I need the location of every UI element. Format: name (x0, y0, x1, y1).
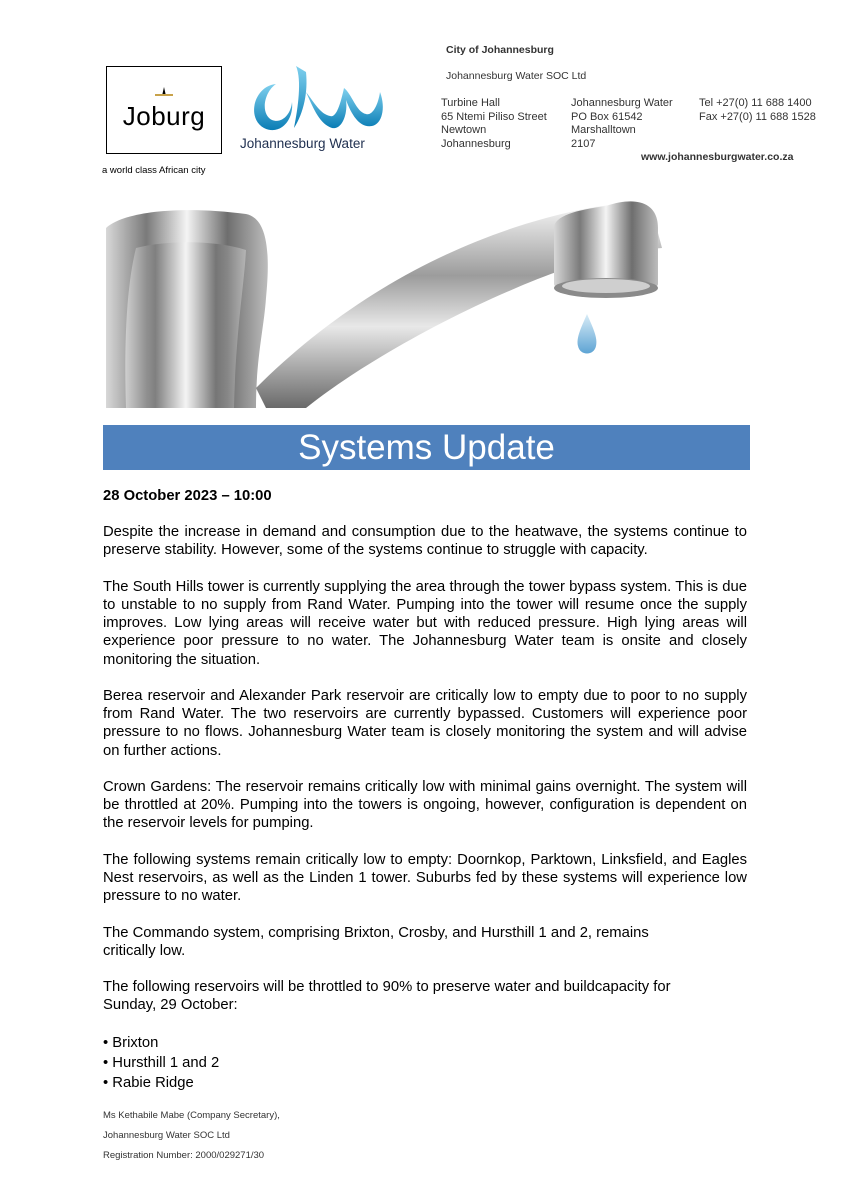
joburg-tagline: a world class African city (102, 165, 206, 176)
paragraph: Berea reservoir and Alexander Park reservoir are critically low to empty due to poor to no supply from Rand Water. The two reservoirs are currently bypassed. Customers will experience poor pressure to no flows. Johannesburg Water team is closely monitoring the system and will advise on further actions. (103, 688, 747, 759)
footer-line: Registration Number: 2000/029271/30 (103, 1150, 265, 1161)
paragraph: The Commando system, comprising Brixton, Crosby, and Hursthill 1 and 2, remains critically low. (103, 924, 649, 959)
org-title: City of Johannesburg (446, 44, 554, 56)
fax-number: Fax +27(0) 11 688 1528 (699, 110, 816, 123)
address-line: 2107 (571, 137, 596, 150)
johannesburg-water-logo-icon (240, 62, 390, 142)
paragraph: The South Hills tower is currently supplying the area through the tower bypass system. This is due to unstable to no supply from Rand Water. Pumping into the tower will resume once the supply improves. Low lying areas will receive water but with reduced pressure. High lying areas will experience poor pressure to no water. The Johannesburg Water team is onsite and closely monitoring the situation. (103, 578, 747, 668)
paragraph: The following reservoirs will be throttled to 90% to preserve water and buildcapacity for Sunday, 29 October: (103, 979, 671, 1014)
dripping-tap-image (106, 188, 750, 408)
update-body (103, 487, 747, 1093)
postal-address (571, 97, 673, 151)
joburg-logo-text: Joburg (122, 101, 206, 131)
systems-update-banner: Systems Update (103, 425, 750, 470)
footer (103, 1106, 280, 1166)
paragraph: Crown Gardens: The reservoir remains critically low with minimal gains overnight. The system will be throttled at 20%. Pumping into the towers is ongoing, however, configuration is dependent on the reservoir levels for pumping. (103, 779, 747, 832)
list-item: • Rabie Ridge (103, 1074, 194, 1091)
paragraph: The following systems remain critically low to empty: Doornkop, Parktown, Linksfield, and Eagles Nest reservoirs, as well as the Linden 1 tower. Suburbs fed by these systems will experience low pressure to no water. (103, 851, 747, 905)
throttled-reservoirs-list (103, 1033, 747, 1093)
footer-line: Johannesburg Water SOC Ltd (103, 1130, 230, 1141)
address-line: 65 Ntemi Piliso Street (441, 110, 547, 123)
johannesburg-water-logo-text: Johannesburg Water (240, 136, 365, 151)
joburg-logo-mark-icon (153, 87, 175, 101)
org-subtitle: Johannesburg Water SOC Ltd (446, 70, 587, 82)
footer-line: Ms Kethabile Mabe (Company Secretary), (103, 1110, 280, 1121)
website-link[interactable]: www.johannesburgwater.co.za (641, 151, 794, 163)
address-line: Newtown (441, 124, 487, 137)
address-line: Johannesburg (441, 137, 511, 150)
physical-address (441, 97, 547, 151)
list-item: • Hursthill 1 and 2 (103, 1054, 220, 1071)
contact-numbers (699, 97, 816, 124)
address-line: PO Box 61542 (571, 110, 643, 123)
update-date: 28 October 2023 – 10:00 (103, 488, 272, 504)
phone-number: Tel +27(0) 11 688 1400 (699, 97, 812, 109)
joburg-logo (106, 66, 222, 154)
address-line: Marshalltown (571, 124, 636, 137)
list-item: • Brixton (103, 1034, 159, 1051)
address-line: Turbine Hall (441, 97, 500, 109)
address-line: Johannesburg Water (571, 97, 673, 109)
paragraph: Despite the increase in demand and consumption due to the heatwave, the systems continue to preserve stability. However, some of the systems continue to struggle with capacity. (103, 524, 747, 559)
